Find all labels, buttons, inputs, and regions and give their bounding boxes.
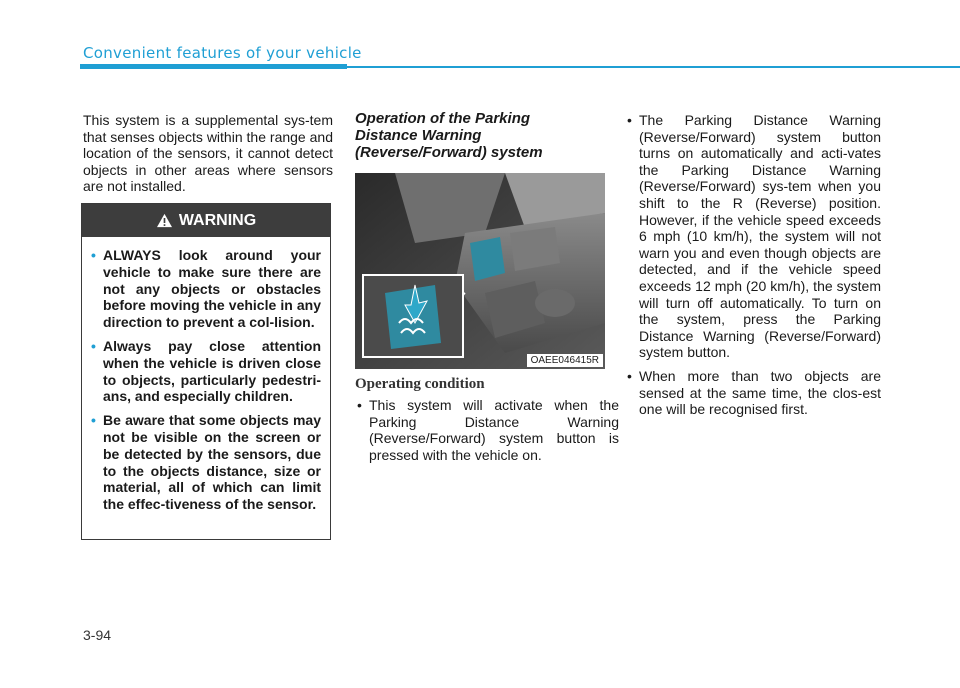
section-title-line: Operation of the Parking [355,110,531,127]
warning-item: • Be aware that some objects may not be visible on the screen or be detected by the sensors, due to the objects distance, size or material, all of which can limit the effec-tiveness of the sensor. [103,412,321,513]
header-title: Convenient features of your vehicle [83,44,362,62]
right-column [625,112,881,425]
list-item: • The Parking Distance Warning (Reverse/Forward) system button turns on automatically and acti-vates the Parking Distance Warning (Reverse/Forward) sys-tem when you shift to the R (Reverse) position. However, if the vehicle speed exceeds 6 mph (10 km/h), the system will not warn you and even though objects are detected, and if the vehicle speed exceeds 12 mph (20 km/h), the system will turn off automatically. To turn on the system, press the Parking Distance Warning (Reverse/Forward) system button. [639,112,881,361]
image-caption: OAEE046415R [527,354,603,367]
warning-label: WARNING [178,211,257,229]
warning-list [82,237,330,513]
header-bar-thin [347,66,960,68]
section-title-line: (Reverse/Forward) system [355,144,543,161]
warning-box [81,203,331,540]
page-number: 3-94 [83,627,112,643]
warning-header [82,204,330,237]
console-photo [355,173,605,369]
operating-condition-heading: Operating condition [355,376,485,392]
section-title-line: Distance Warning [355,127,482,144]
list-item: • When more than two objects are sensed at the same time, the clos-est one will be recognised first. [639,368,881,418]
list-item: • This system will activate when the Parking Distance Warning (Reverse/Forward) system button is pressed with the vehicle on. [369,397,619,463]
header-bar-thick [80,64,347,69]
right-column-list [625,112,881,418]
warning-item: • Always pay close attention when the vehicle is driven close to objects, particularly pedestri-ans, and especially children. [103,338,321,405]
warning-item: • ALWAYS look around your vehicle to make sure there are not any objects or obstacles before moving the vehicle in any direction to prevent a col-lision. [103,247,321,331]
section-title [355,110,607,161]
operating-condition-list [355,397,619,470]
left-column [83,112,333,195]
console-illustration [355,173,605,369]
intro-paragraph: This system is a supplemental sys-tem that senses objects within the range and location of the sensors, it cannot detect objects in other areas where sensors are not installed. [83,112,333,195]
warning-triangle-icon [156,213,173,228]
